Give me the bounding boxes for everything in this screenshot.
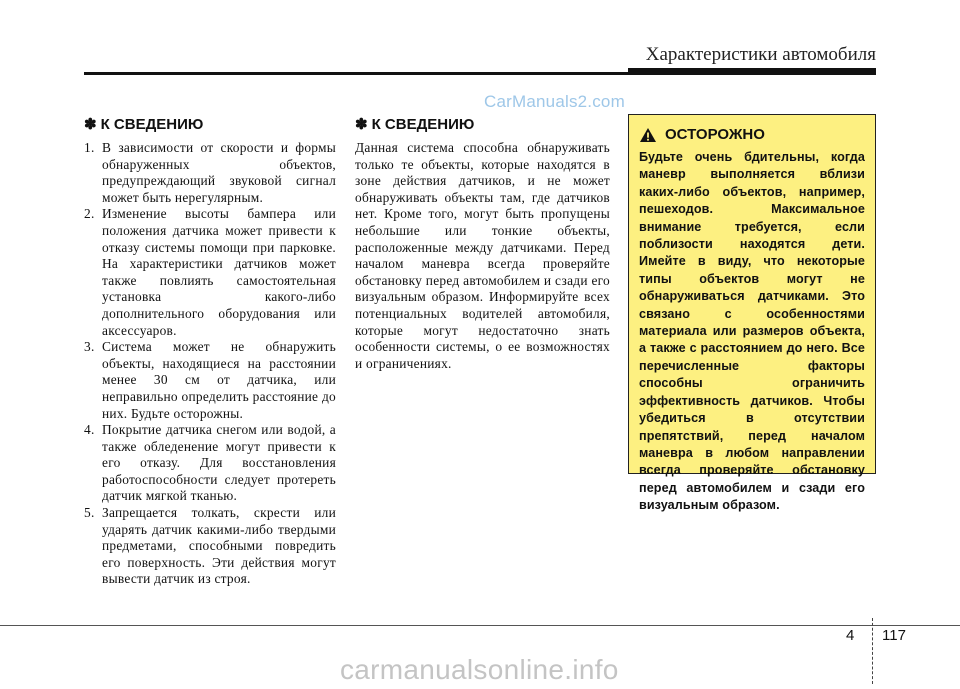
- item-number: 5.: [84, 505, 95, 521]
- warning-heading: [639, 125, 865, 145]
- list-item: [84, 140, 336, 206]
- middle-paragraph: Данная система способна обнаруживать только те объекты, которые находятся в зоне действия датчиков, и не может обнаруживать объекты там, где датчиков нет. Кроме того, могут быть пропущены небольшие или тонкие объекты, расположенные между датчиками. Перед началом маневра всегда проверяйте обстановку перед автомобилем и сзади его визуальным образом. Информируйте всех потенциальных водителей автомобиля, которые могут недостаточно знать особенности системы, о ее возможностях и ограничениях.: [355, 140, 610, 371]
- item-number: 4.: [84, 422, 95, 438]
- item-text: Система может не обнаружить объекты, находящиеся на расстоянии менее 30 см от датчика, или неправильно определить расстояние до них. Будьте осторожны.: [102, 339, 336, 421]
- left-section-heading: [84, 116, 336, 134]
- middle-column: [355, 116, 610, 372]
- list-item: [84, 206, 336, 339]
- middle-section-heading: [355, 116, 610, 134]
- list-item: [84, 422, 336, 505]
- left-heading-text: К СВЕДЕНИЮ: [100, 116, 204, 133]
- left-column: [84, 116, 336, 588]
- page-number: 117: [882, 627, 906, 644]
- page-header-title: Характеристики автомобиля: [645, 44, 876, 65]
- item-text: Изменение высоты бампера или положения датчика может привести к отказу системы помощи при парковке. На характеристики датчиков может также повлиять самостоятельная установка какого-либо дополнительного оборудования или аксессуаров.: [102, 206, 336, 338]
- warning-triangle-icon: [639, 127, 657, 143]
- notes-list: [84, 140, 336, 588]
- watermark-bottom: carmanualsonline.info: [340, 654, 619, 685]
- item-text: В зависимости от скорости и формы обнаруженных объектов, предупреждающий звуковой сигнал может быть нерегулярным.: [102, 140, 336, 205]
- asterisk-icon: ✽: [84, 116, 97, 133]
- warning-heading-text: ОСТОРОЖНО: [665, 126, 765, 143]
- asterisk-icon: ✽: [355, 116, 368, 133]
- footer-separator: [872, 618, 874, 684]
- header-rule-accent: [628, 68, 876, 75]
- list-item: [84, 339, 336, 422]
- watermark-top: CarManuals2.com: [484, 92, 625, 111]
- chapter-number: 4: [846, 627, 855, 644]
- item-number: 2.: [84, 206, 95, 222]
- item-text: Покрытие датчика снегом или водой, а также обледенение могут привести к его отказу. Для восстановления работоспособности следует протереть датчик мягкой тканью.: [102, 422, 336, 504]
- item-number: 1.: [84, 140, 95, 155]
- item-text: Запрещается толкать, скрести или ударять датчик какими-либо твердыми предметами, способными повредить его поверхность. Эти действия могут вывести датчик из строя.: [102, 505, 336, 587]
- list-item: [84, 505, 336, 588]
- warning-box: [628, 114, 876, 513]
- item-number: 3.: [84, 339, 95, 355]
- warning-text: Будьте очень бдительны, когда маневр выполняется вблизи каких-либо объектов, например, пешеходов. Максимальное внимание требуется, если поблизости находятся дети. Имейте в виду, что некоторые типы объектов могут не обнаруживаться датчиками. Это связано с особенностями материала или размеров объекта, а также с расстоянием до него. Все перечисленные факторы способны ограничить эффективность датчиков. Чтобы убедиться в отсутствии препятствий, перед началом маневра в любом направлении всегда проверяйте обстановку перед автомобилем и сзади его визуальным образом.: [639, 150, 865, 513]
- middle-heading-text: К СВЕДЕНИЮ: [371, 116, 475, 133]
- footer-rule: [0, 625, 960, 626]
